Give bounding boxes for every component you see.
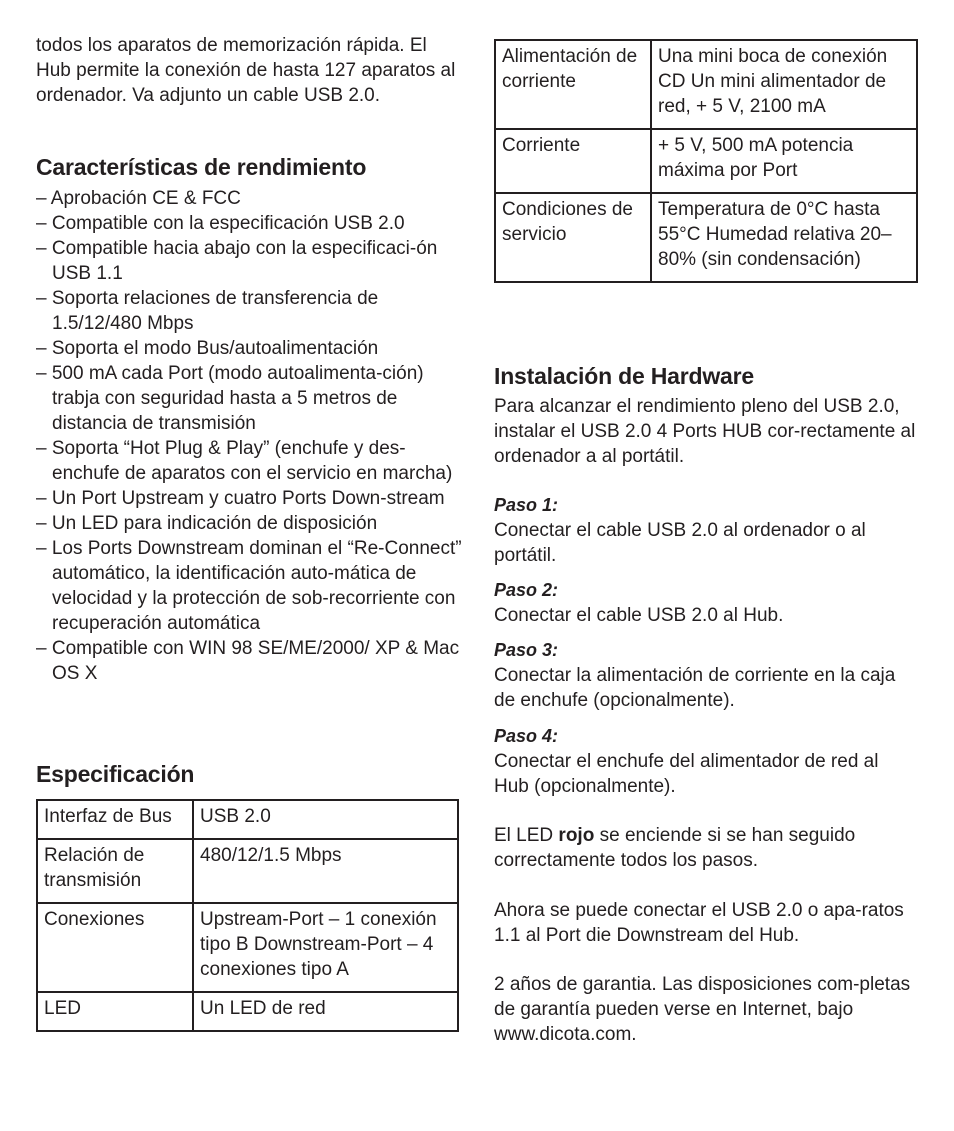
list-item: – Aprobación CE & FCC <box>36 188 241 209</box>
step-2 <box>494 578 918 628</box>
list-item: – Compatible con la especificación USB 2.0 <box>36 213 405 234</box>
table-row <box>37 992 458 1031</box>
spec-value: Un LED de red <box>193 992 458 1031</box>
table-row <box>495 129 917 193</box>
table-row <box>37 903 458 992</box>
list-item: – Compatible hacia abajo con la especificaci-ón USB 1.1 <box>36 238 438 284</box>
led-note-end: se enciende si se han seguido correctamente todos los pasos. <box>494 825 856 871</box>
spec-value: Upstream-Port – 1 conexión tipo B Downstream-Port – 4 conexiones tipo A <box>193 903 458 992</box>
install-intro: Para alcanzar el rendimiento pleno del USB 2.0, instalar el USB 2.0 4 Ports HUB cor-rectamente al ordenador a al portátil. <box>494 396 916 467</box>
list-item: – 500 mA cada Port (modo autoalimenta-ción) trabja con seguridad hasta a 5 metros de distancia de transmisión <box>36 363 424 434</box>
spec-key: Alimentación de corriente <box>495 40 651 129</box>
spec-key: Corriente <box>495 129 651 193</box>
intro-paragraph: todos los aparatos de memorización rápida. El Hub permite la conexión de hasta 127 aparatos al ordenador. Va adjunto un cable USB 2.0. <box>36 35 456 106</box>
spec-value: Una mini boca de conexión CD Un mini alimentador de red, + 5 V, 2100 mA <box>651 40 917 129</box>
step-4 <box>494 724 918 799</box>
table-row <box>495 40 917 129</box>
list-item: – Un LED para indicación de disposición <box>36 513 378 534</box>
step-text: Conectar la alimentación de corriente en la caja de enchufe (opcionalmente). <box>494 665 896 711</box>
install-heading: Instalación de Hardware <box>494 363 754 389</box>
led-note-start: El LED <box>494 825 554 846</box>
spec-heading: Especificación <box>36 761 195 787</box>
step-text: Conectar el cable USB 2.0 al ordenador o al portátil. <box>494 520 866 566</box>
spec-table <box>36 799 459 1032</box>
features-list <box>36 186 466 686</box>
list-item: – Soporta el modo Bus/autoalimentación <box>36 338 379 359</box>
spec-table-continued <box>494 39 918 283</box>
step-label: Paso 4: <box>494 726 559 746</box>
list-item: – Soporta “Hot Plug & Play” (enchufe y des-enchufe de aparatos con el servicio en marcha) <box>36 438 453 484</box>
table-row <box>37 800 458 839</box>
performance-heading: Características de rendimiento <box>36 154 367 180</box>
spec-key: Conexiones <box>37 903 193 992</box>
connect-note: Ahora se puede conectar el USB 2.0 o apa-ratos 1.1 al Port die Downstream del Hub. <box>494 900 904 946</box>
warranty-note: 2 años de garantia. Las disposiciones com-pletas de garantía pueden verse en Internet, bajo www.dicota.com. <box>494 974 911 1045</box>
step-3 <box>494 638 918 713</box>
list-item: – Compatible con WIN 98 SE/ME/2000/ XP & Mac OS X <box>36 638 460 684</box>
table-row <box>37 839 458 903</box>
table-row <box>495 193 917 282</box>
spec-value: 480/12/1.5 Mbps <box>193 839 458 903</box>
spec-value: USB 2.0 <box>193 800 458 839</box>
spec-key: Condiciones de servicio <box>495 193 651 282</box>
spec-key: Interfaz de Bus <box>37 800 193 839</box>
spec-key: LED <box>37 992 193 1031</box>
step-label: Paso 3: <box>494 640 559 660</box>
led-note <box>494 823 918 873</box>
led-color: rojo <box>558 825 595 846</box>
step-text: Conectar el enchufe del alimentador de red al Hub (opcionalmente). <box>494 751 879 797</box>
list-item: – Los Ports Downstream dominan el “Re-Connect” automático, la identificación auto-mática de velocidad y la protección de sob-recorriente con recuperación automática <box>36 538 462 634</box>
step-text: Conectar el cable USB 2.0 al Hub. <box>494 605 784 626</box>
step-1 <box>494 493 918 568</box>
step-label: Paso 1: <box>494 495 559 515</box>
spec-key: Relación de transmisión <box>37 839 193 903</box>
spec-value: Temperatura de 0°C hasta 55°C Humedad relativa 20–80% (sin condensación) <box>651 193 917 282</box>
list-item: – Soporta relaciones de transferencia de 1.5/12/480 Mbps <box>36 288 379 334</box>
spec-value: + 5 V, 500 mA potencia máxima por Port <box>651 129 917 193</box>
step-label: Paso 2: <box>494 580 559 600</box>
list-item: – Un Port Upstream y cuatro Ports Down-stream <box>36 488 445 509</box>
